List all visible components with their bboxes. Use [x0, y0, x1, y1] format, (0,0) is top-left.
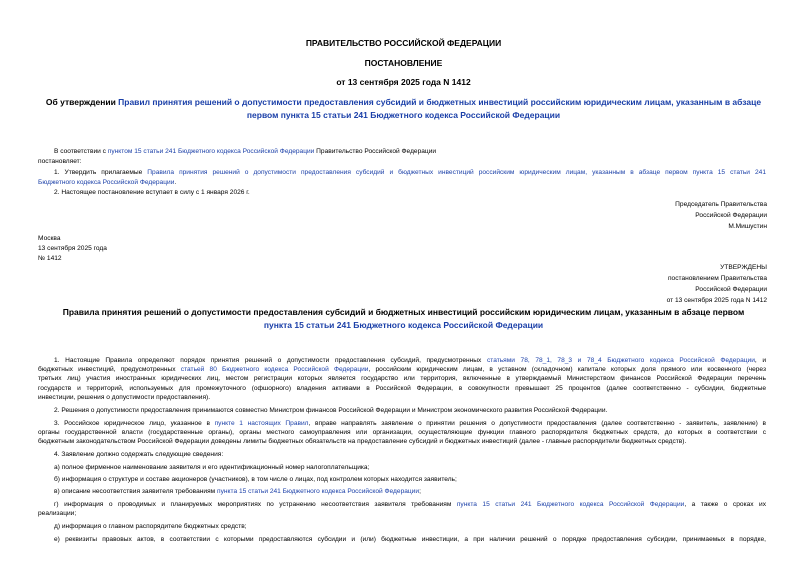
para-4d-line-2: реализации; [38, 510, 77, 517]
rules-title-link[interactable]: пункта 15 статьи 241 Бюджетного кодекса Российской Федерации [263, 320, 544, 330]
resolves-text: постановляет: [38, 158, 82, 165]
city: Москва [38, 235, 61, 242]
para-4 [38, 450, 766, 460]
approved-by: постановлением Правительства [667, 275, 767, 282]
budget-code-link[interactable]: пунктом 15 статьи 241 Бюджетного кодекса Российской Федерации [107, 148, 315, 155]
signature-name: М.Мишустин [728, 223, 767, 230]
item-1-line-2 [38, 178, 176, 188]
para-1-line-5: инвестиции, решения о допустимости предоставления). [38, 394, 211, 401]
para-3-line-2: органы государственной власти (государственные органы), органы местного самоуправления или организации, осуществляющие функции главного распорядителя бюджетных средств, до которых в соответствии с [38, 429, 766, 436]
para-1-line-4: государств и территорий, используемых для промежуточного (офшорного) владения активами в Российской Федерации, в совокупности превышает 25 процентов (далее соответственно - субсидии, бюджетные [38, 385, 766, 392]
para-text: 4. Заявление должно содержать следующие сведения: [54, 451, 224, 458]
para-text: е) реквизиты правовых актов, в соответствии с которыми предоставляются субсидии и (или) бюджетные инвестиции, а при наличии решений о порядке предоставления субсидии, принимаемых в порядке, [54, 536, 766, 543]
document-date-number: от 13 сентября 2025 года N 1412 [336, 77, 471, 87]
preamble-text: Правительство Российской Федерации [314, 148, 437, 155]
para-4c [38, 487, 766, 497]
para-text: б) информация о структуре и составе акционеров (участников), в том числе о лицах, под контролем которых находится заявитель; [54, 476, 457, 483]
para-text: д) информация о главном распорядителе бюджетных средств; [54, 523, 247, 530]
para-text: 2. Решения о допустимости предоставления принимаются совместно Министром финансов Российской Федерации и Министром экономического развития Российской Федерации. [54, 407, 608, 414]
approved-org: Российской Федерации [695, 286, 767, 293]
para-4a [38, 463, 766, 473]
para-4f [38, 535, 766, 545]
para-text: ; [419, 488, 421, 495]
signature-org: Российской Федерации [695, 212, 767, 219]
title-prefix: Об утверждении [45, 97, 119, 107]
para-text: бюджетных инвестиций, предусмотренных [38, 366, 181, 373]
item-1-line [38, 168, 766, 178]
point-1-link[interactable]: пункте 1 настоящих Правил [214, 420, 309, 427]
para-1-line-3: третьих лиц) участия иностранных юридических лиц, местом регистрации которых является государство или территория, включенные в утверждаемый Министерством финансов Российской Федерации перечень [38, 375, 766, 382]
para-text: , российским юридическим лицам, в уставном (складочном) капитале которых доля прямого или косвенного (через [368, 366, 766, 373]
point-15-link-2[interactable]: пункта 15 статьи 241 Бюджетного кодекса Российской Федерации [456, 501, 685, 508]
item-2: 2. Настоящее постановление вступает в силу с 1 января 2026 г. [54, 189, 250, 196]
rules-link-cont[interactable]: Бюджетного кодекса Российской Федерации [38, 179, 175, 186]
preamble-line [54, 147, 436, 157]
article-80-link[interactable]: статьей 80 Бюджетного кодекса Российской Федерации [180, 366, 369, 373]
budget-articles-link[interactable]: статьями 78, 78_1, 78_3 и 78_4 Бюджетного кодекса Российской Федерации [486, 357, 755, 364]
para-2 [38, 406, 766, 416]
para-text: г) информация о проводимых и планируемых мероприятиях по устранению несоответствия заявителя требованиям [54, 501, 457, 508]
item-1-end: . [174, 179, 177, 186]
para-text: 1. Настоящие Правила определяют порядок принятия решений о допустимости предоставления субсидий, предусмотренных [54, 357, 487, 364]
para-text: 3. Российское юридическое лицо, указанное в [54, 420, 215, 427]
signing-date: 13 сентября 2025 года [38, 245, 107, 252]
rules-title [30, 306, 777, 332]
rules-link[interactable]: Правила принятия решений о допустимости предоставления субсидий и бюджетных инвестиций российским юридическим лицам, указанным в абзаце первом пункта 15 статьи 241 [147, 169, 766, 176]
signature-position: Председатель Правительства [675, 201, 767, 208]
document-type: ПОСТАНОВЛЕНИЕ [364, 58, 443, 68]
para-text: , и [754, 357, 766, 364]
para-3-line-3: бюджетным законодательством Российской Федерации доведены лимиты бюджетных обязательств на предоставление субсидий и бюджетных инвестиций (далее - главные распорядители бюджетных средств). [38, 438, 687, 445]
para-4e [38, 522, 766, 532]
para-text: а) полное фирменное наименование заявителя и его идентификационный номер налогоплательщика; [54, 464, 370, 471]
rules-title-text: Правила принятия решений о допустимости предоставления субсидий и бюджетных инвестиций российским юридическим лицам, указанным в абзаце первом [62, 307, 745, 317]
document-title [30, 96, 777, 122]
approved-label: УТВЕРЖДЕНЫ [720, 264, 767, 271]
para-4b [38, 475, 766, 485]
government-name: ПРАВИТЕЛЬСТВО РОССИЙСКОЙ ФЕДЕРАЦИИ [305, 38, 502, 48]
document-number: № 1412 [38, 255, 62, 262]
para-text: , вправе направлять заявление о принятии решения о допустимости предоставления (далее соответственно - заявитель, заявление) в [308, 420, 766, 427]
preamble-text: В соответствии с [54, 148, 108, 155]
para-text: , а также о сроках их [684, 501, 766, 508]
title-rules-link[interactable]: Правил принятия решений о допустимости предоставления субсидий и бюджетных инвестиций российским юридическим лицам, указанным в абзаце первом пункта 15 статьи 241 Бюджетного кодекса Российской Федерации [118, 97, 762, 120]
point-15-link[interactable]: пункта 15 статьи 241 Бюджетного кодекса Российской Федерации [217, 488, 420, 495]
item-1-text: 1. Утвердить прилагаемые [54, 169, 148, 176]
approved-date: от 13 сентября 2025 года N 1412 [666, 297, 767, 304]
para-text: в) описание несоответствия заявителя требованиям [54, 488, 218, 495]
